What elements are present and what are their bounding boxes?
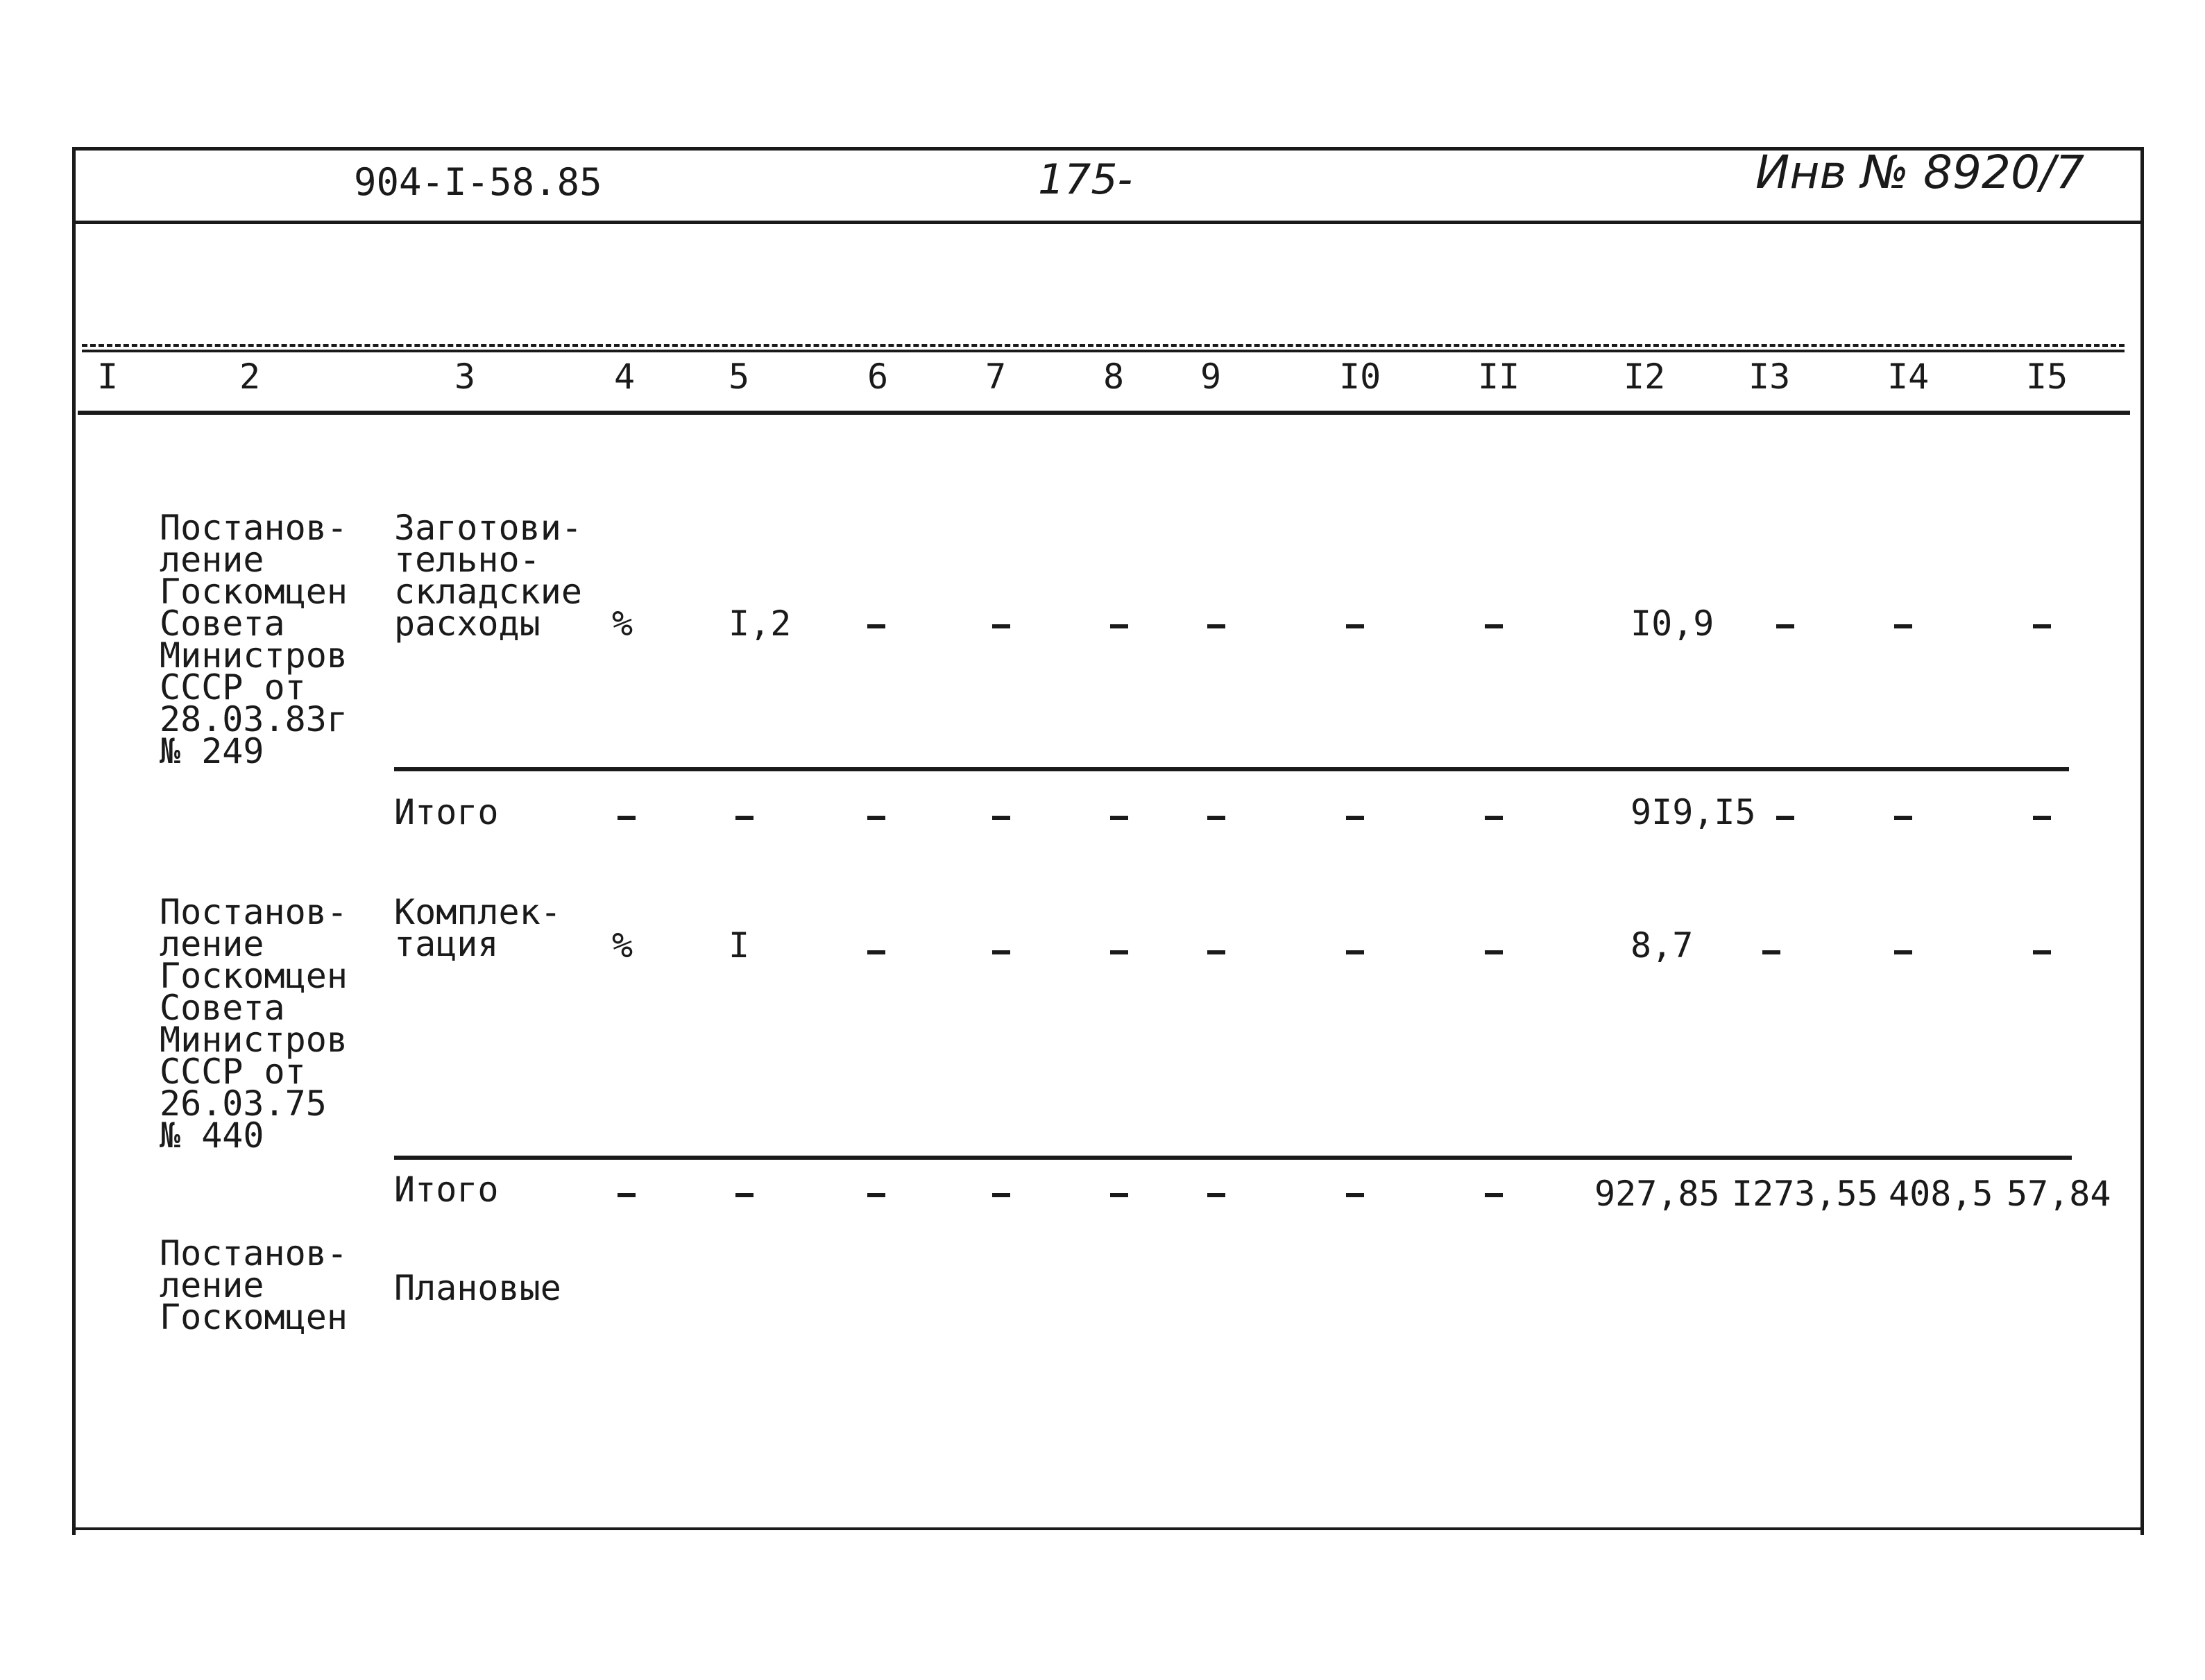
page-frame	[72, 147, 2144, 1535]
inventory-number: Инв № 8920/7	[1755, 146, 2085, 199]
source-cell: Постанов- ление Госкомцен Совета Министров СССР от 28.03.83г № 249	[160, 508, 348, 771]
col12-cell: 8,7	[1631, 925, 1694, 966]
column-number: 3	[454, 357, 476, 397]
col12-cell: I0,9	[1631, 603, 1714, 644]
rate-cell: I,2	[729, 603, 792, 644]
document-code: 904-I-58.85	[354, 160, 602, 204]
empty-cell-dash	[1207, 950, 1225, 954]
item-cell: Комплек- тация	[394, 892, 561, 964]
empty-cell-dash	[1346, 950, 1364, 954]
empty-cell-dash	[1485, 624, 1503, 628]
empty-cell-dash	[1207, 816, 1225, 820]
empty-cell-dash	[1346, 624, 1364, 628]
empty-cell-dash	[1894, 816, 1912, 820]
item-cell: Заготови- тельно- складские расходы	[394, 508, 582, 644]
empty-cell-dash	[867, 816, 885, 820]
column-number: I2	[1624, 357, 1666, 397]
empty-cell-dash	[2033, 816, 2051, 820]
empty-cell-dash	[1894, 624, 1912, 628]
empty-cell-dash	[1346, 1193, 1364, 1197]
rate-cell: I	[729, 925, 750, 966]
empty-cell-dash	[992, 624, 1010, 628]
column-number: 6	[867, 357, 889, 397]
empty-cell-dash	[1485, 950, 1503, 954]
header-divider	[72, 221, 2144, 224]
column-number: I4	[1887, 357, 1930, 397]
empty-cell-dash	[867, 1193, 885, 1197]
empty-cell-dash	[1762, 950, 1780, 954]
item-cell: Итого	[394, 792, 499, 832]
subtotal-rule	[394, 767, 2069, 771]
empty-cell-dash	[2033, 624, 2051, 628]
column-number: 4	[614, 357, 636, 397]
col12-cell: 927,85	[1594, 1174, 1720, 1214]
empty-cell-dash	[992, 1193, 1010, 1197]
empty-cell-dash	[867, 950, 885, 954]
column-number: I0	[1339, 357, 1381, 397]
column-number: 5	[729, 357, 750, 397]
column-number: I	[97, 357, 119, 397]
empty-cell-dash	[1110, 950, 1128, 954]
column-header-rule	[82, 344, 2125, 352]
unit-cell: %	[612, 925, 633, 966]
empty-cell-dash	[1776, 624, 1794, 628]
source-cell: Постанов- ление Госкомцен	[160, 1233, 348, 1337]
column-number: I5	[2026, 357, 2068, 397]
empty-cell-dash	[618, 816, 636, 820]
empty-cell-dash	[1110, 624, 1128, 628]
column-number: 8	[1103, 357, 1125, 397]
column-number: I3	[1748, 357, 1791, 397]
empty-cell-dash	[992, 950, 1010, 954]
col15-cell: 57,84	[2007, 1174, 2111, 1214]
col13-cell: I273,55	[1732, 1174, 1878, 1214]
column-number: II	[1478, 357, 1520, 397]
empty-cell-dash	[1346, 816, 1364, 820]
empty-cell-dash	[618, 1193, 636, 1197]
column-number: 2	[239, 357, 261, 397]
empty-cell-dash	[867, 624, 885, 628]
empty-cell-dash	[1776, 816, 1794, 820]
empty-cell-dash	[992, 816, 1010, 820]
empty-cell-dash	[735, 816, 754, 820]
item-cell: Плановые	[394, 1268, 561, 1308]
unit-cell: %	[612, 603, 633, 644]
col12-cell: 9I9,I5	[1631, 792, 1756, 832]
empty-cell-dash	[1894, 950, 1912, 954]
empty-cell-dash	[1110, 1193, 1128, 1197]
empty-cell-dash	[1485, 816, 1503, 820]
page-number: 175-	[1038, 155, 1133, 204]
empty-cell-dash	[1110, 816, 1128, 820]
empty-cell-dash	[1207, 624, 1225, 628]
empty-cell-dash	[2033, 950, 2051, 954]
col14-cell: 408,5	[1889, 1174, 1993, 1214]
empty-cell-dash	[1485, 1193, 1503, 1197]
column-number: 9	[1200, 357, 1222, 397]
column-number: 7	[985, 357, 1007, 397]
source-cell: Постанов- ление Госкомцен Совета Министров СССР от 26.03.75 № 440	[160, 892, 348, 1156]
empty-cell-dash	[1207, 1193, 1225, 1197]
empty-cell-dash	[735, 1193, 754, 1197]
page-bottom-rule	[72, 1527, 2144, 1530]
subtotal-rule	[394, 1156, 2072, 1160]
item-cell: Итого	[394, 1169, 499, 1210]
column-header-bottom-rule	[78, 411, 2130, 415]
